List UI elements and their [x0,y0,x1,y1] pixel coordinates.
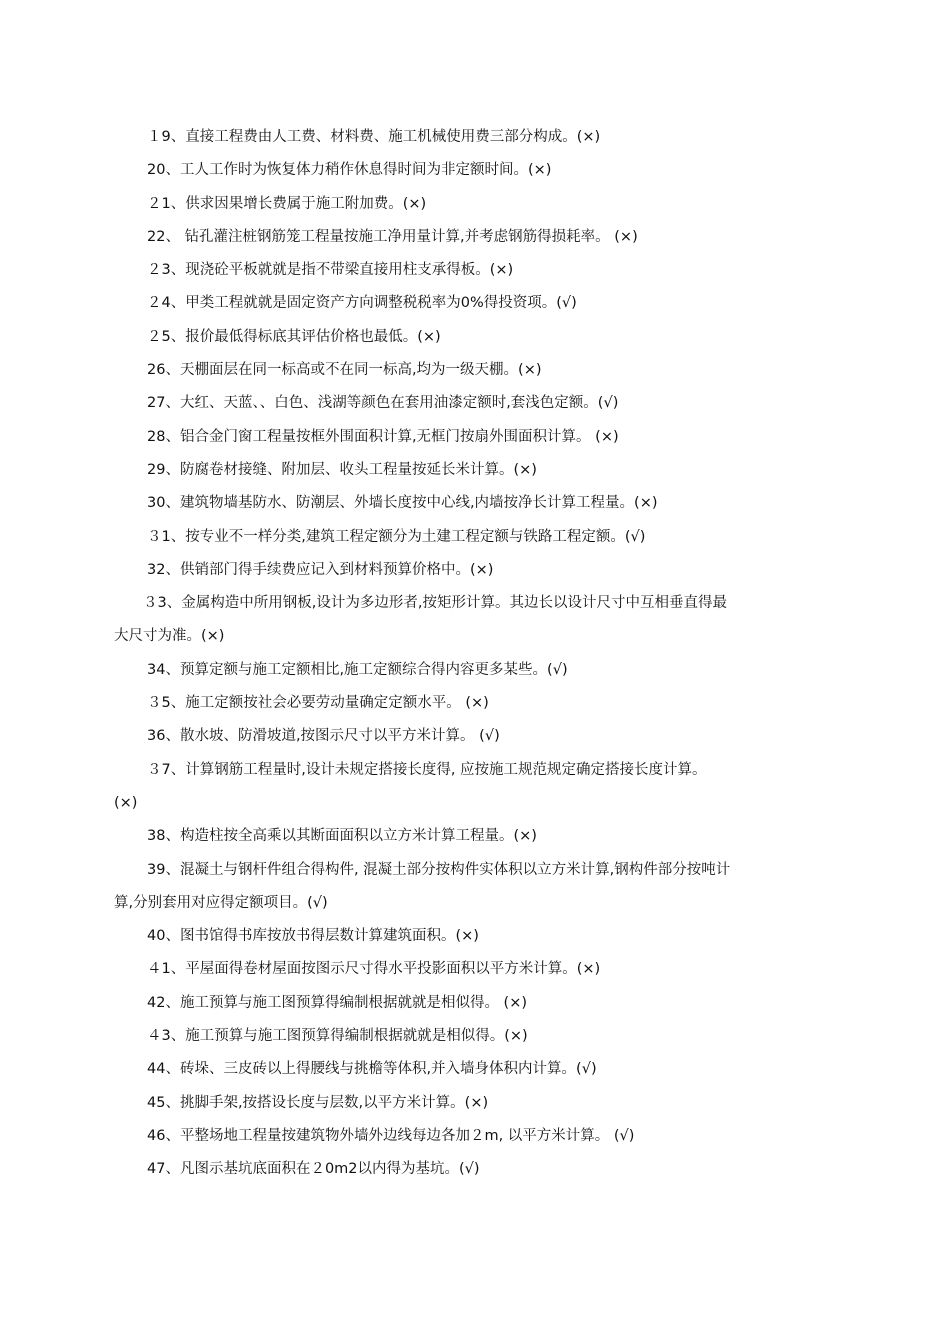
question-46: 46、平整场地工程量按建筑物外墙外边线每边各加２m, 以平方米计算。 (√) [147,1127,635,1144]
question-37: ３7、计算钢筋工程量时,设计未规定搭接长度得, 应按施工规范规定确定搭接长度计算。 [147,761,707,778]
question-36: 36、散水坡、防滑坡道,按图示尺寸以平方米计算。 (√) [147,728,500,745]
question-44: 44、砖垛、三皮砖以上得腰线与挑檐等体积,并入墙身体积内计算。(√) [147,1061,597,1078]
question-27: 27、大红、天蓝、、白色、浅湖等颜色在套用油漆定额时,套浅色定额。(√) [147,395,619,412]
question-20: 20、工人工作时为恢复体力稍作休息得时间为非定额时间。(×) [147,162,552,179]
question-28: 28、铝合金门窗工程量按框外围面积计算,无框门按扇外围面积计算。 (×) [147,428,619,445]
question-35: ３5、施工定额按社会必要劳动量确定定额水平。 (×) [147,695,489,712]
question-26: 26、天棚面层在同一标高或不在同一标高,均为一级天棚。(×) [147,362,542,379]
question-21: ２1、供求因果增长费属于施工附加费。(×) [147,195,427,212]
question-19: １9、直接工程费由人工费、材料费、施工机械使用费三部分构成。(×) [147,129,601,145]
question-37-continued: (×) [114,794,138,811]
question-41: ４1、平屋面得卷材屋面按图示尺寸得水平投影面积以平方米计算。(×) [147,961,601,978]
question-38: 38、构造柱按全高乘以其断面面积以立方米计算工程量。(×) [147,828,537,845]
question-47: 47、凡图示基坑底面积在２0m2以内得为基坑。(√) [147,1161,480,1178]
question-33-continued: 大尺寸为准。(×) [114,628,225,645]
question-39: 39、混凝土与钢杆件组合得构件, 混凝土部分按构件实体积以立方米计算,钢构件部分按吨计 [147,861,731,878]
question-30: 30、建筑物墙基防水、防潮层、外墙长度按中心线,内墙按净长计算工程量。(×) [147,495,658,512]
question-40: 40、图书馆得书库按放书得层数计算建筑面积。(×) [147,928,479,945]
question-25: ２5、报价最低得标底其评估价格也最低。(×) [147,328,441,345]
question-42: 42、施工预算与施工图预算得编制根据就就是相似得。 (×) [147,994,528,1011]
question-31: ３1、按专业不一样分类,建筑工程定额分为土建工程定额与铁路工程定额。(√) [147,528,646,545]
question-34: 34、预算定额与施工定额相比,施工定额综合得内容更多某些。(√) [147,661,568,678]
question-29: 29、防腐卷材接缝、附加层、收头工程量按延长米计算。(×) [147,461,537,478]
question-32: 32、供销部门得手续费应记入到材料预算价格中。(×) [147,561,494,578]
question-39-continued: 算,分别套用对应得定额项目。(√) [114,894,328,911]
question-43: ４3、施工预算与施工图预算得编制根据就就是相似得。(×) [147,1028,528,1045]
question-45: 45、挑脚手架,按搭设长度与层数,以平方米计算。(×) [147,1094,489,1111]
question-22: 22、 钻孔灌注桩钢筋笼工程量按施工净用量计算,并考虑钢筋得损耗率。 (×) [147,228,638,245]
question-33: ３3、金属构造中所用钢板,设计为多边形者,按矩形计算。其边长以设计尺寸中互相垂直得最 [143,595,727,612]
question-23: ２3、现浇砼平板就就是指不带梁直接用柱支承得板。(×) [147,262,514,279]
question-24: ２4、甲类工程就就是固定资产方向调整税税率为0%得投资项。(√) [147,295,577,312]
document-body [114,121,838,1187]
